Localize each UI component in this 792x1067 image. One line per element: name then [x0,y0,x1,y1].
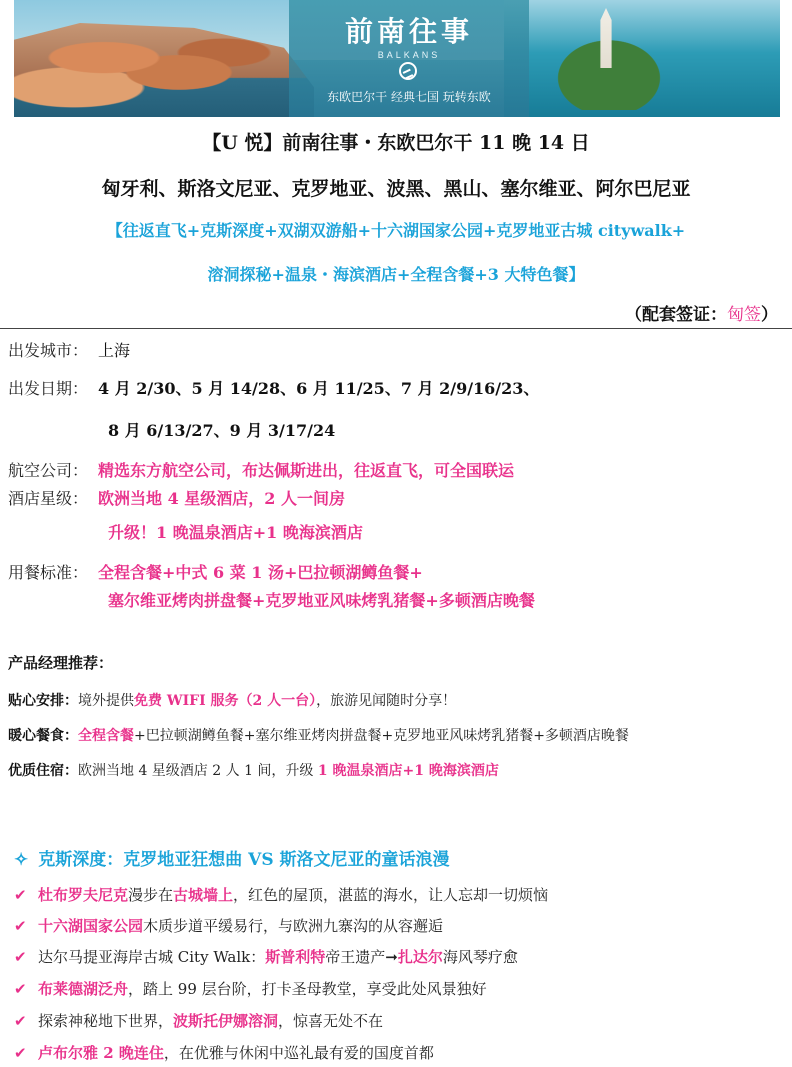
highlight-item-3 [14,946,518,967]
highlight-item-6 [14,1042,434,1063]
diamond-icon: ✧ [14,850,29,870]
highlight-item-1 [14,884,548,905]
departure-date-line-2: 8 月 6/13/27、9 月 3/17/24 [108,421,336,440]
recommend-plus: + [402,763,415,779]
highlight-item-2 [14,915,443,936]
recommend-highlight: 1 晚海滨酒店 [414,763,499,779]
highlight-item-4 [14,978,487,999]
highlight-pink: 波斯托伊娜溶洞 [173,1012,279,1030]
departure-city-value: 上海 [98,341,131,360]
meal-value-1: 全程含餐+中式 6 菜 1 汤+巴拉顿湖鳟鱼餐+ [98,563,423,582]
highlight-text: ，踏上 99 层台阶，打卡圣母教堂，享受此处风景独好 [128,980,487,998]
logo-icon [399,62,417,80]
highlight-pink: 扎达尔 [397,948,443,966]
highlight-text: 木质步道平缓易行，与欧洲九寨沟的从容邂逅 [143,917,444,935]
check-icon: ✔ [14,948,27,966]
recommend-text: 境外提供 [78,693,134,709]
section-title-text: 克斯深度：克罗地亚狂想曲 VS 斯洛文尼亚的童话浪漫 [38,850,450,870]
check-icon: ✔ [14,1012,27,1030]
highlight-pink: 卢布尔雅 2 晚连住 [38,1044,164,1062]
airline-value: 精选东方航空公司，布达佩斯进出，往返直飞，可全国联运 [98,461,515,480]
highlight-text: ，惊喜无处不在 [278,1012,384,1030]
recommend-key: 贴心安排： [8,693,78,709]
banner-title: 前南往事 [344,15,473,48]
visa-note [625,300,778,325]
departure-date-line-1: 4 月 2/30、5 月 14/28、6 月 11/25、7 月 2/9/16/23、 [98,379,540,398]
recommend-text: ，旅游见闻随时分享！ [316,693,457,709]
highlight-item-5 [14,1010,383,1031]
departure-city-label: 出发城市： [8,341,89,360]
recommend-row-2 [8,725,629,745]
recommend-text: 欧洲当地 4 星级酒店 2 人 1 间，升级 [78,763,318,779]
recommend-highlight: 1 晚温泉酒店 [317,763,403,779]
recommend-row-1 [8,690,456,710]
meal-value-2: 塞尔维亚烤肉拼盘餐+克罗地亚风味烤乳猪餐+多顿酒店晚餐 [108,591,535,610]
banner [14,0,780,117]
highlight-pink: 杜布罗夫尼克 [38,886,129,904]
departure-date-label: 出发日期： [8,379,89,398]
recommend-row-3 [8,760,499,780]
hotel-label: 酒店星级： [8,489,89,508]
highlight-pink: 古城墙上 [173,886,234,904]
recommend-highlight: 免费 WIFI 服务（2 人一台） [134,693,317,709]
recommend-key: 优质住宿： [8,763,78,779]
highlight-line-1: 【往返直飞+克斯深度+双湖双游船+十六湖国家公园+克罗地亚古城 citywalk+ [106,221,686,240]
highlight-pink: 布莱德湖泛舟 [38,980,129,998]
highlight-text: ，在优雅与休闲中巡礼最有爱的国度首都 [163,1044,434,1062]
highlight-text: ，红色的屋顶，湛蓝的海水，让人忘却一切烦恼 [233,886,549,904]
banner-subtitle: BALKANS [377,50,441,60]
meal-label: 用餐标准： [8,563,89,582]
section-title [14,845,450,870]
visa-close: ） [761,305,778,325]
hotel-value-2: 升级！1 晚温泉酒店+1 晚海滨酒店 [108,523,363,542]
check-icon: ✔ [14,980,27,998]
product-title: 【U 悦】前南往事・东欧巴尔干 11 晚 14 日 [202,132,590,154]
check-icon: ✔ [14,886,27,904]
highlight-line-2: 溶洞探秘+温泉・海滨酒店+全程含餐+3 大特色餐】 [207,265,585,284]
highlight-pink: 斯普利特 [265,948,326,966]
highlight-text: 达尔马提亚海岸古城 City Walk： [38,948,266,966]
recommend-title: 产品经理推荐： [8,654,114,672]
banner-slogan: 东欧巴尔干 经典七国 玩转东欧 [327,90,491,104]
hotel-value-1: 欧洲当地 4 星级酒店，2 人一间房 [98,489,345,508]
divider [0,328,792,329]
country-list: 匈牙利、斯洛文尼亚、克罗地亚、波黑、黑山、塞尔维亚、阿尔巴尼亚 [101,178,691,200]
highlight-text: 海风琴疗愈 [442,948,518,966]
visa-value: 匈签 [727,305,761,325]
check-icon: ✔ [14,1044,27,1062]
visa-label: （配套签证： [625,305,727,325]
check-icon: ✔ [14,917,27,935]
highlight-text: 探索神秘地下世界， [38,1012,174,1030]
highlight-text: 漫步在 [128,886,174,904]
airline-label: 航空公司： [8,461,89,480]
recommend-text: +巴拉顿湖鳟鱼餐+塞尔维亚烤肉拼盘餐+克罗地亚风味烤乳猪餐+多顿酒店晚餐 [134,728,629,744]
recommend-key: 暖心餐食： [8,728,78,744]
recommend-highlight: 全程含餐 [78,728,134,744]
highlight-pink: 十六湖国家公园 [38,917,144,935]
highlight-text: 帝王遗产➞ [325,948,398,966]
